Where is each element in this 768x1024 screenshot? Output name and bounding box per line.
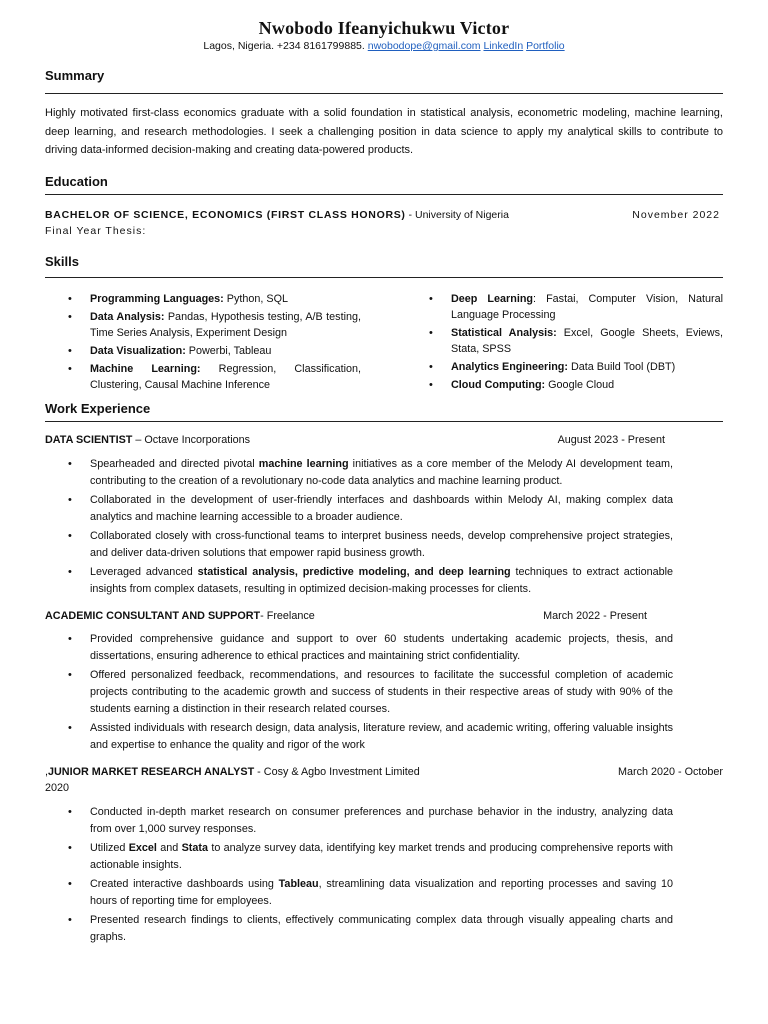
degree-title: BACHELOR OF SCIENCE, ECONOMICS (FIRST CLASS HONORS)	[45, 209, 406, 221]
job-title-line	[45, 434, 250, 446]
skill-item: • Statistical Analysis: Excel, Google Sheets, Eviews, Stata, SPSS	[451, 325, 723, 357]
job-title-line	[45, 610, 315, 622]
job-date: March 2022 - Present	[543, 610, 647, 622]
skills-list-left	[90, 291, 361, 395]
job-date-continued: 2020	[45, 782, 70, 794]
list-item: • Leveraged advanced statistical analysis, predictive modeling, and deep learning techniques to extract actionable insights from complex datasets, resulting in optimized decision-making processes for clients.	[90, 564, 673, 598]
job-bullets	[90, 456, 673, 598]
degree-line: BACHELOR OF SCIENCE, ECONOMICS (FIRST CLASS HONORS) - University of Nigeria	[45, 209, 509, 221]
skill-item: • Programming Languages: Python, SQL	[90, 291, 361, 307]
linkedin-link[interactable]: LinkedIn	[483, 40, 524, 52]
skills-list-right	[451, 291, 723, 395]
email-link[interactable]: nwobodope@gmail.com	[367, 40, 481, 52]
resume-name: Nwobodo Ifeanyichukwu Victor	[258, 18, 510, 38]
job-title: JUNIOR MARKET RESEARCH ANALYST	[48, 766, 255, 778]
summary-divider	[45, 93, 723, 94]
job-company: – Octave Incorporations	[132, 434, 251, 446]
list-item: • Provided comprehensive guidance and support to over 60 students undertaking academic projects, thesis, and dissertations, ensuring adherence to ethical practices and maintaining strict confidentiality.	[90, 631, 673, 665]
skill-item: • Data Visualization: Powerbi, Tableau	[90, 343, 361, 359]
list-item: • Presented research findings to clients, effectively communicating complex data through visually appealing charts and graphs.	[90, 912, 673, 946]
list-item: • Collaborated in the development of user-friendly interfaces and dashboards within Melody AI, making complex data analytics and machine learning accessible to a broader audience.	[90, 492, 673, 526]
list-item: • Conducted in-depth market research on consumer preferences and purchase behavior in the industry, analyzing data from over 1,000 survey responses.	[90, 804, 673, 838]
skill-item: • Cloud Computing: Google Cloud	[451, 377, 723, 393]
job-company: - Cosy & Agbo Investment Limited	[254, 766, 420, 778]
summary-heading: Summary	[45, 68, 105, 83]
job-bullets	[90, 631, 673, 754]
job-title-line: ,JUNIOR MARKET RESEARCH ANALYST - Cosy & Agbo Investment Limited	[45, 766, 420, 778]
job-bullets	[90, 804, 673, 946]
location-phone: Lagos, Nigeria. +234 8161799885.	[203, 40, 365, 52]
summary-text: Highly motivated first-class economics graduate with a solid foundation in statistical analysis, econometric modeling, machine learning, deep learning, and research methodologies. I seek a challenging position in data science to apply my analytical skills to contribute to driving data-informed decision-making and creating data-powered products.	[45, 107, 723, 156]
contact-line	[0, 40, 768, 52]
school-name: University of Nigeria	[414, 209, 509, 221]
job-title: ACADEMIC CONSULTANT AND SUPPORT	[45, 610, 261, 622]
skill-item: • Deep Learning: Fastai, Computer Vision, Natural Language Processing	[451, 291, 723, 323]
work-divider	[45, 421, 723, 422]
list-item: • Assisted individuals with research design, data analysis, literature review, and academic writing, offering valuable insights and expertise to enhance the quality and rigor of the work	[90, 720, 673, 754]
job-date: March 2020 - October	[617, 766, 723, 778]
skills-heading: Skills	[45, 254, 79, 269]
job-title: DATA SCIENTIST	[45, 434, 133, 446]
skill-item: • Data Analysis: Pandas, Hypothesis testing, A/B testing, Time Series Analysis, Experiment Design	[90, 309, 361, 341]
job-date: August 2023 - Present	[557, 434, 665, 446]
portfolio-link[interactable]: Portfolio	[526, 40, 565, 52]
education-divider	[45, 194, 723, 195]
thesis-line: Final Year Thesis:	[45, 225, 147, 237]
skills-divider	[45, 277, 723, 278]
skill-item: • Analytics Engineering: Data Build Tool (DBT)	[451, 359, 723, 375]
list-item: • Offered personalized feedback, recommendations, and resources to facilitate the successful completion of academic projects contributing to the academic growth and success of students in their respective areas of study with 90% of the students earning a distinction in their research related courses.	[90, 667, 673, 718]
list-item: • Collaborated closely with cross-functional teams to interpret business needs, develop comprehensive project strategies, and deliver data-driven solutions that empower rapid business growth.	[90, 528, 673, 562]
job-company: - Freelance	[260, 610, 315, 622]
list-item: • Utilized Excel and Stata to analyze survey data, identifying key market trends and producing comprehensive reports with actionable insights.	[90, 840, 673, 874]
education-date: November 2022	[632, 209, 720, 221]
skill-item: • Machine Learning: Regression, Classification, Clustering, Causal Machine Inference	[90, 361, 361, 393]
education-heading: Education	[45, 174, 108, 189]
work-heading: Work Experience	[45, 401, 151, 416]
list-item: • Created interactive dashboards using Tableau, streamlining data visualization and reporting processes and saving 10 hours of reporting time for employees.	[90, 876, 673, 910]
list-item: • Spearheaded and directed pivotal machine learning initiatives as a core member of the Melody AI development team, contributing to the creation of a revolutionary no-code data analytics and machine learning product.	[90, 456, 673, 490]
